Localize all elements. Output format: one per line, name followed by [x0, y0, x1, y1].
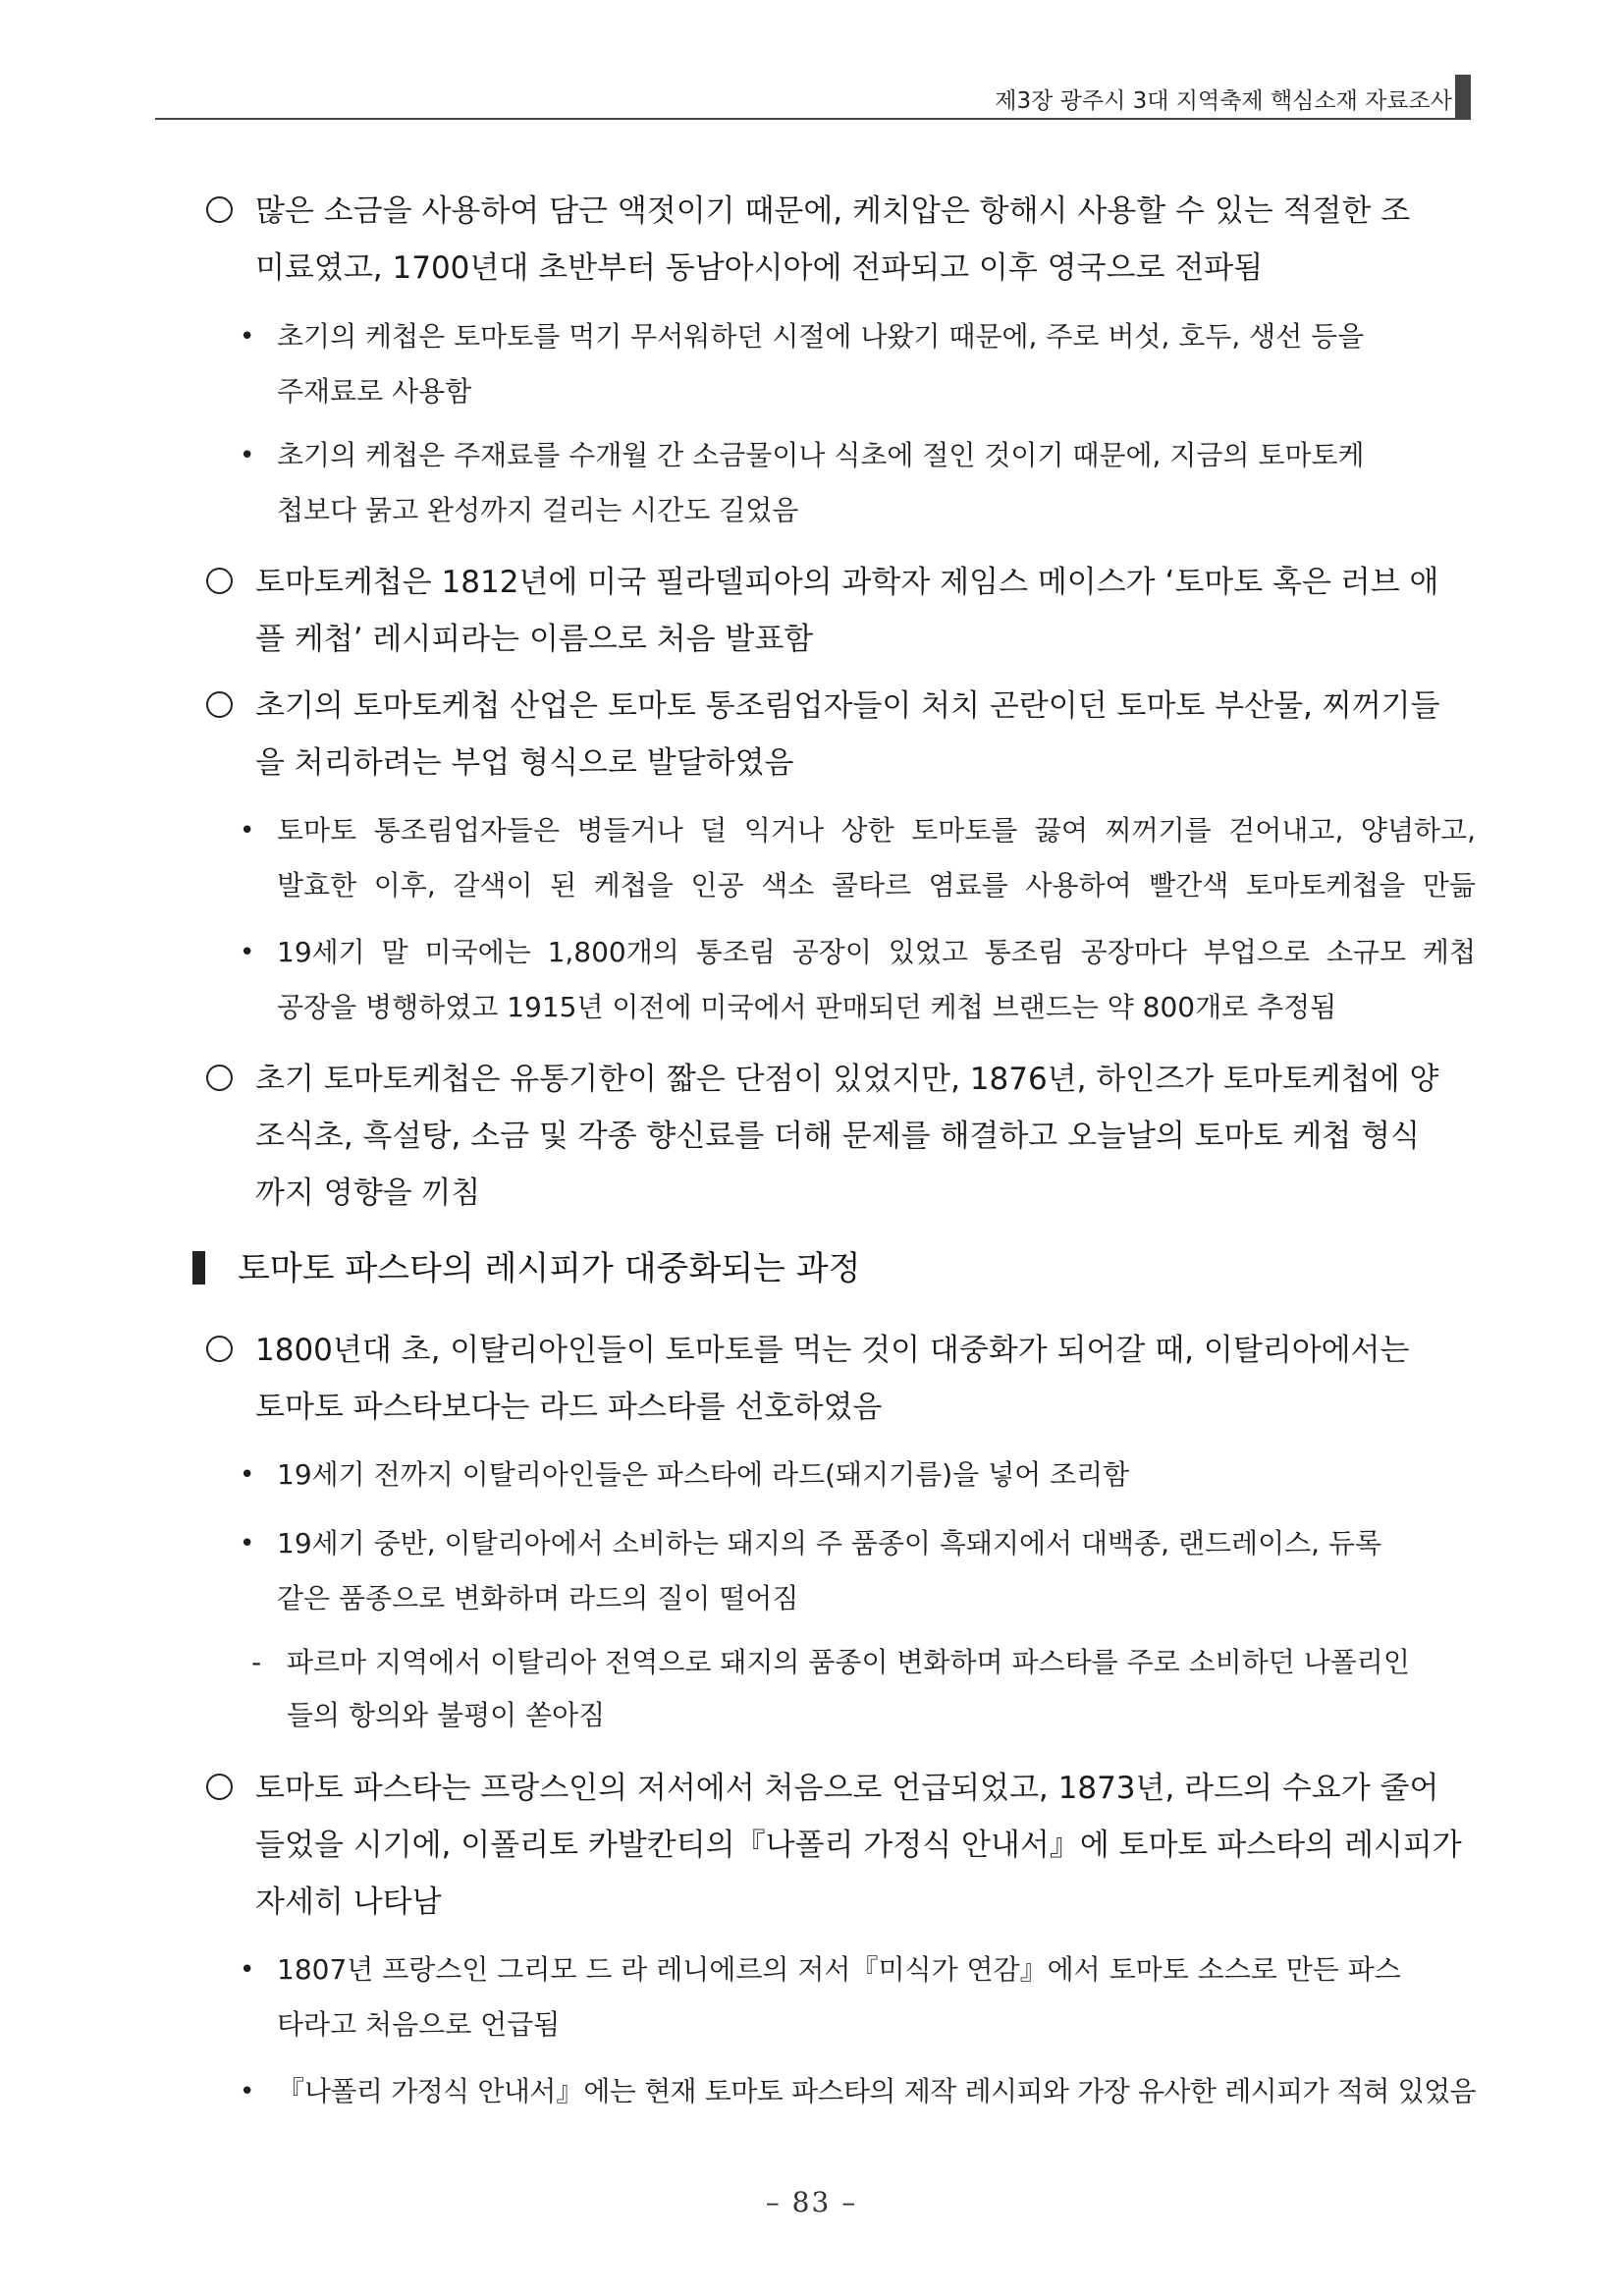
- paragraph-line: 을 처리하려는 부업 형식으로 발달하였음: [255, 745, 794, 781]
- paragraph-line: 토마토 파스타보다는 라드 파스타를 선호하였음: [255, 1390, 883, 1425]
- bullet-line: 첩보다 묽고 완성까지 걸리는 시간도 길었음: [277, 494, 799, 526]
- section-heading-text: 토마토 파스타의 레시피가 대중화되는 과정: [238, 1249, 861, 1288]
- bullet-line: 19세기 말 미국에는 1,800개의 통조림 공장이 있었고 통조림 공장마다 부업으로 소규모 케첩: [277, 936, 1476, 968]
- bullet-line: 주재료로 사용함: [277, 375, 472, 408]
- dash-line: 파르마 지역에서 이탈리아 전역으로 돼지의 품종이 변화하며 파스타를 주로 소비하던 나폴리인: [287, 1646, 1410, 1678]
- bullet-item: [240, 925, 1476, 1035]
- circle-marker-icon: [206, 568, 233, 594]
- bullet-icon: •: [240, 441, 255, 470]
- paragraph: [255, 1760, 1476, 1931]
- dash-line: 들의 항의와 불평이 쏟아짐: [287, 1699, 606, 1731]
- bullet-icon: •: [240, 1955, 255, 1985]
- bullet-line: 공장을 병행하였고 1915년 이전에 미국에서 판매되던 케첩 브랜드는 약 800개로 추정됨: [277, 991, 1337, 1023]
- header-marker: [1455, 75, 1471, 120]
- paragraph: [255, 183, 1476, 297]
- chapter-title: 제3장 광주시 3대 지역축제 핵심소재 자료조사: [995, 88, 1452, 114]
- bullet-line: 19세기 전까지 이탈리아인들은 파스타에 라드(돼지기름)을 넣어 조리함: [277, 1458, 1130, 1491]
- bullet-item: [240, 803, 1476, 913]
- bullet-line: 발효한 이후, 갈색이 된 케첩을 인공 색소 콜타르 염료를 사용하여 빨간색 토마토케첩을 만듦: [277, 869, 1476, 902]
- bullet-line: 『나폴리 가정식 안내서』에는 현재 토마토 파스타의 제작 레시피와 가장 유사한 레시피가 적혀 있었음: [277, 2075, 1476, 2107]
- bullet-icon: •: [240, 322, 255, 352]
- paragraph: [255, 678, 1476, 792]
- bullet-line: 초기의 케첩은 주재료를 수개월 간 소금물이나 식초에 절인 것이기 때문에, 지금의 토마토케: [277, 439, 1365, 471]
- bullet-item: [240, 428, 1476, 538]
- paragraph: [255, 1322, 1476, 1436]
- header-rule: [155, 118, 1471, 120]
- bullet-line: 19세기 중반, 이탈리아에서 소비하는 돼지의 주 품종이 흑돼지에서 대백종, 랜드레이스, 듀록: [277, 1527, 1382, 1559]
- bullet-icon: •: [240, 2077, 254, 2106]
- bullet-item: [240, 1516, 1476, 1626]
- bullet-line: 1807년 프랑스인 그리모 드 라 레니에르의 저서『미식가 연감』에서 토마토 소스로 만든 파스: [277, 1953, 1401, 1986]
- paragraph-line: 까지 영향을 끼침: [255, 1175, 481, 1211]
- paragraph: [255, 554, 1476, 668]
- paragraph-line: 들었을 시기에, 이폴리토 카발칸티의『나폴리 가정식 안내서』에 토마토 파스타의 레시피가: [255, 1828, 1462, 1863]
- bullet-icon: •: [240, 938, 255, 967]
- paragraph-line: 토마토 파스타는 프랑스인의 저서에서 처음으로 언급되었고, 1873년, 라드의 수요가 줄어: [255, 1771, 1439, 1806]
- circle-marker-icon: [206, 1336, 233, 1362]
- bullet-item: [240, 1942, 1476, 2052]
- circle-marker-icon: [206, 1065, 233, 1091]
- bullet-line: 같은 품종으로 변화하며 라드의 질이 떨어짐: [277, 1582, 799, 1614]
- paragraph-line: 자세히 나타남: [255, 1885, 442, 1920]
- paragraph-line: 토마토케첩은 1812년에 미국 필라델피아의 과학자 제임스 메이스가 ‘토마토 혹은 러브 애: [255, 565, 1439, 600]
- bullet-icon: •: [240, 816, 255, 846]
- paragraph-line: 미료였고, 1700년대 초반부터 동남아시아에 전파되고 이후 영국으로 전파됨: [255, 250, 1264, 286]
- bullet-icon: •: [240, 1529, 255, 1558]
- circle-marker-icon: [206, 1774, 233, 1800]
- dash-icon: -: [251, 1646, 262, 1678]
- circle-marker-icon: [206, 196, 233, 223]
- square-marker-icon: [192, 1251, 205, 1285]
- circle-marker-icon: [206, 691, 233, 718]
- paragraph-line: 1800년대 초, 이탈리아인들이 토마토를 먹는 것이 대중화가 되어갈 때, 이탈리아에서는: [255, 1333, 1410, 1368]
- paragraph-line: 플 케첩’ 레시피라는 이름으로 처음 발표함: [255, 622, 814, 657]
- paragraph-line: 많은 소금을 사용하여 담근 액젓이기 때문에, 케치압은 항해시 사용할 수 있는 적절한 조: [255, 193, 1411, 229]
- dash-item: [251, 1636, 1476, 1742]
- page-number: – 83 –: [765, 2186, 858, 2218]
- paragraph-line: 초기의 토마토케첩 산업은 토마토 통조림업자들이 처치 곤란이던 토마토 부산물, 찌꺼기들: [255, 688, 1440, 724]
- bullet-line: 타라고 처음으로 언급됨: [277, 2008, 561, 2041]
- bullet-line: 토마토 통조림업자들은 병들거나 덜 익거나 상한 토마토를 끓여 찌꺼기를 걷어내고, 양념하고,: [277, 814, 1476, 847]
- bullet-item: [240, 309, 1476, 419]
- bullet-line: 초기의 케첩은 토마토를 먹기 무서워하던 시절에 나왔기 때문에, 주로 버섯, 호두, 생선 등을: [277, 320, 1365, 353]
- paragraph-line: 초기 토마토케첩은 유통기한이 짧은 단점이 있었지만, 1876년, 하인즈가 토마토케첩에 양: [255, 1062, 1439, 1097]
- paragraph-line: 조식초, 흑설탕, 소금 및 각종 향신료를 더해 문제를 해결하고 오늘날의 토마토 케첩 형식: [255, 1119, 1421, 1154]
- bullet-item: [240, 2064, 1476, 2119]
- bullet-item: [240, 1448, 1476, 1503]
- paragraph: [255, 1051, 1476, 1222]
- bullet-icon: •: [240, 1460, 255, 1490]
